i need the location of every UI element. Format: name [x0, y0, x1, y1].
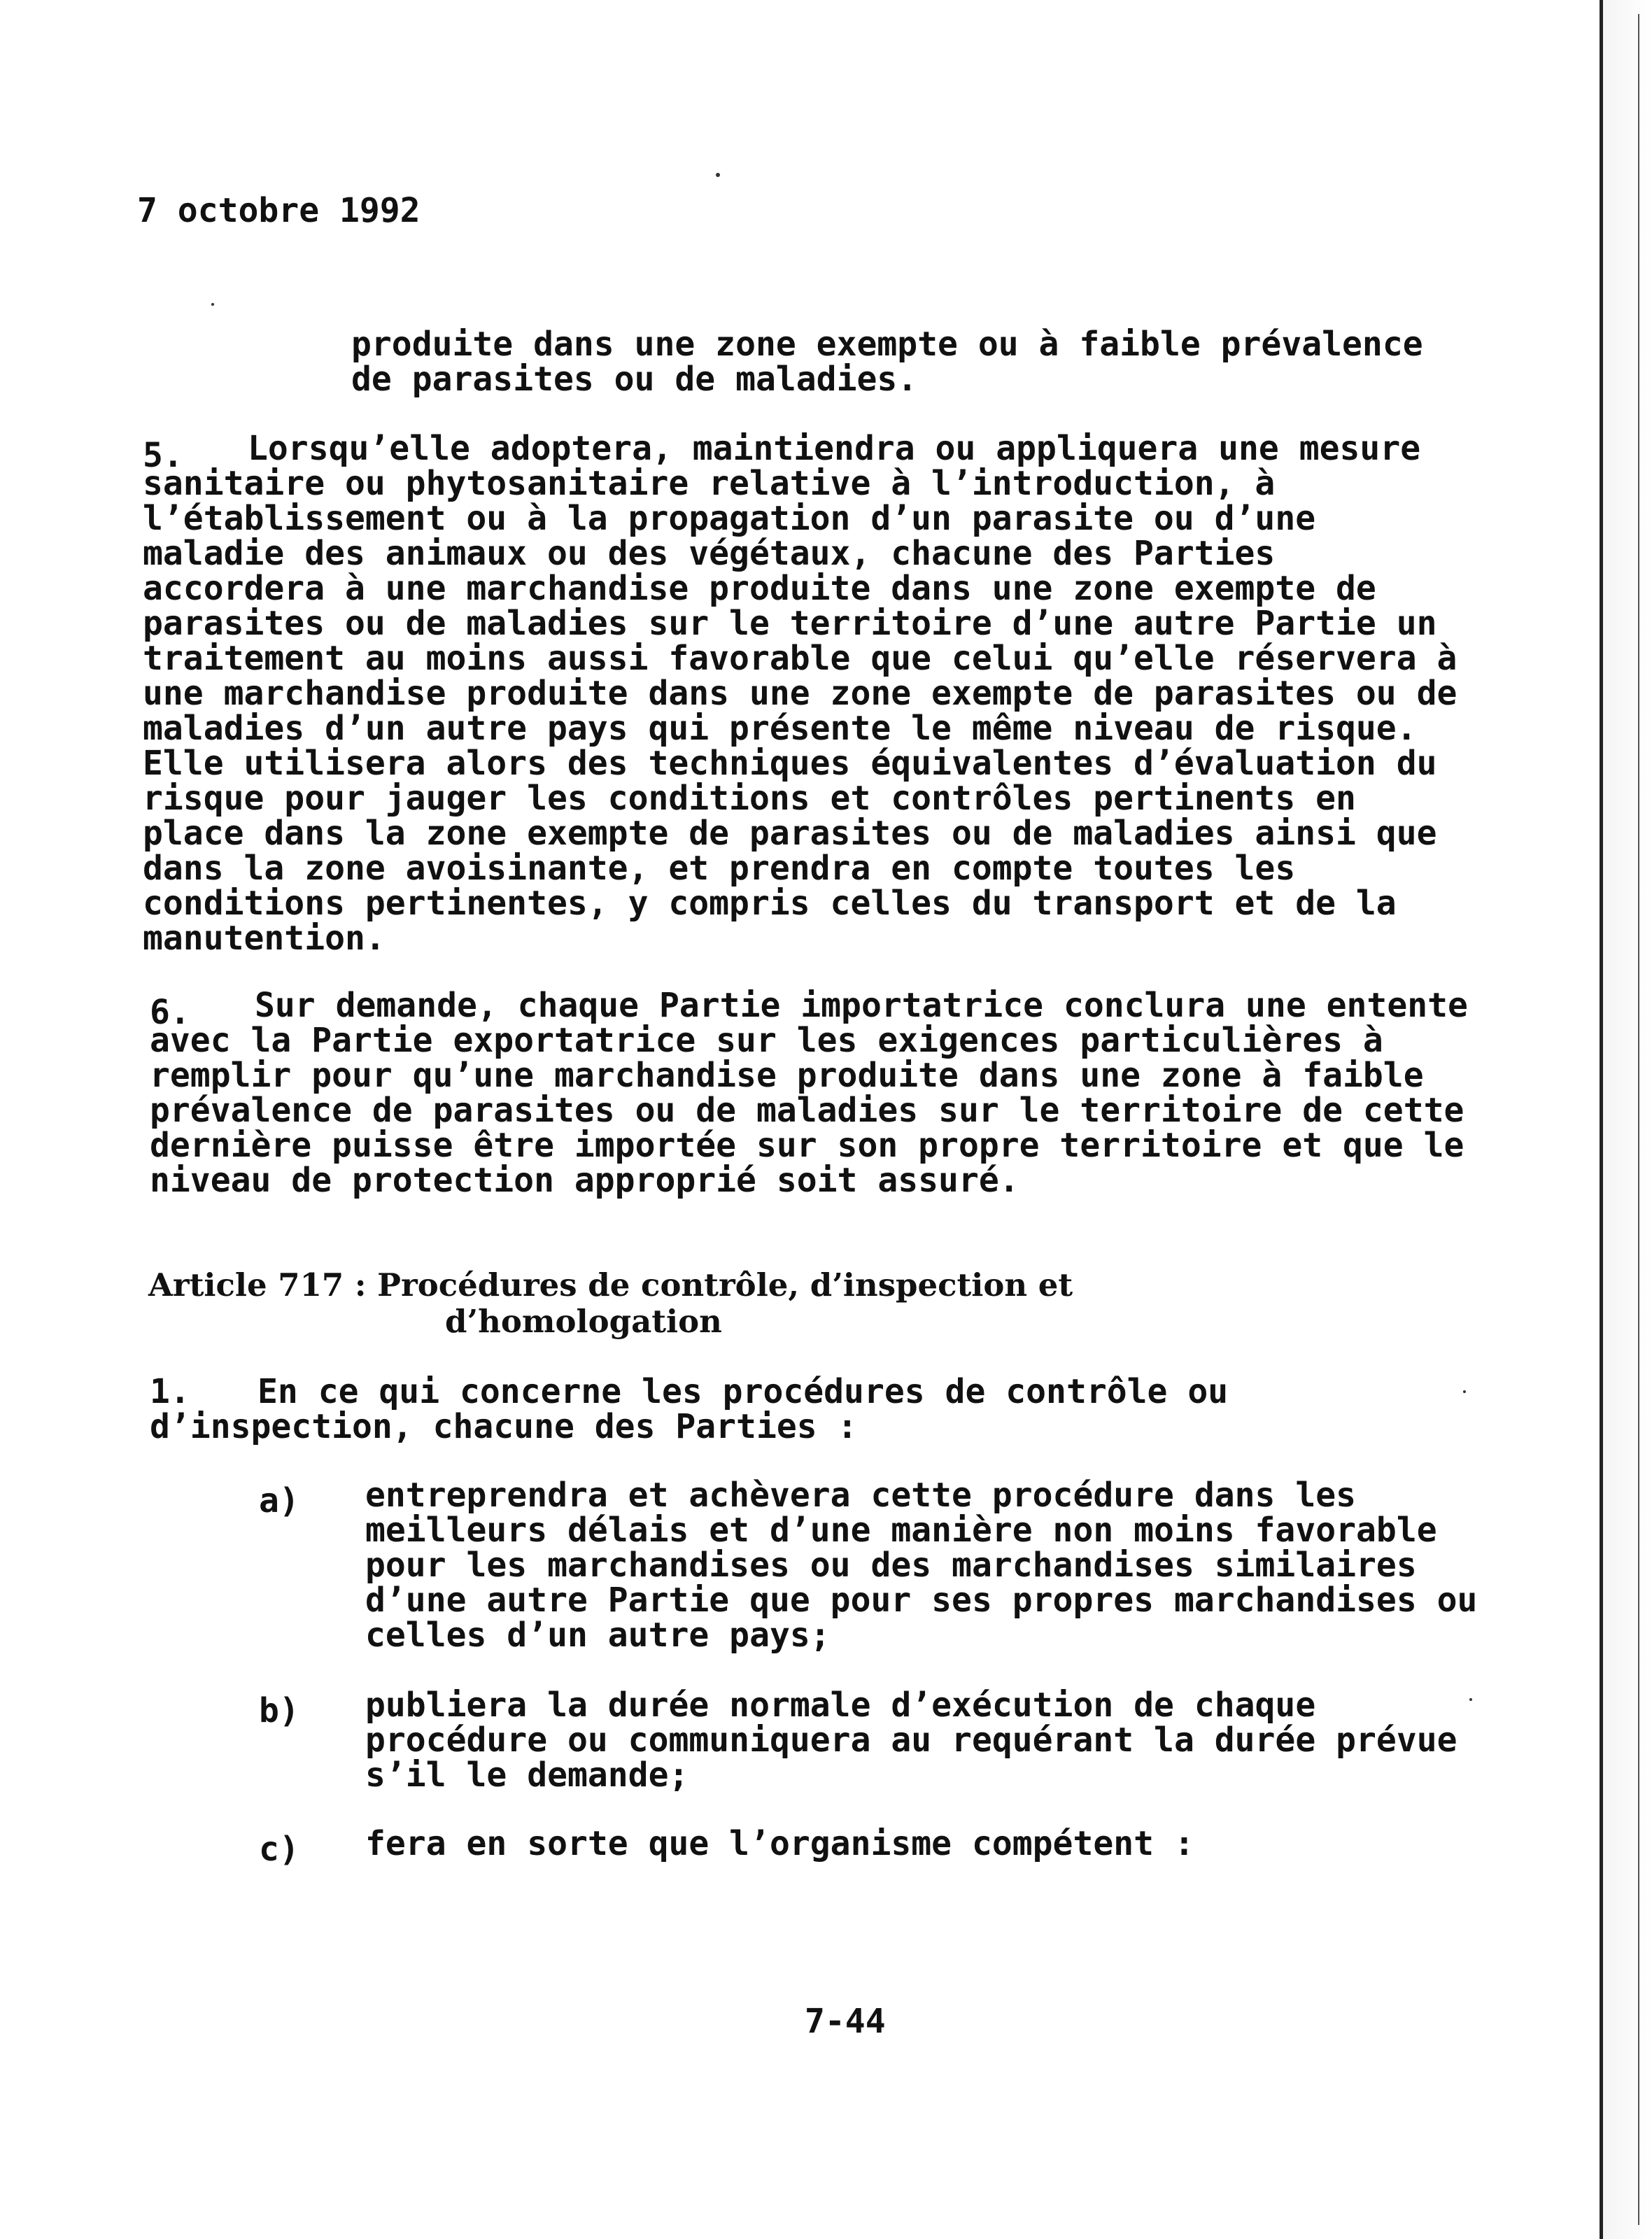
- scan-speck: [1463, 1390, 1466, 1393]
- paragraph-1-line: En ce qui concerne les procédures de contrôle ou: [257, 1372, 1229, 1411]
- continuation-line: de parasites ou de maladies.: [351, 360, 918, 399]
- scan-border-line: [1638, 14, 1644, 2225]
- paragraph-5-line: l’établissement ou à la propagation d’un parasite ou d’une: [143, 499, 1316, 538]
- paragraph-6-line: prévalence de parasites ou de maladies sur le territoire de cette: [150, 1091, 1464, 1130]
- paragraph-6-number: 6.: [150, 993, 190, 1032]
- paragraph-5-line: risque pour jauger les conditions et contrôles pertinents en: [143, 779, 1356, 818]
- scan-border: [1600, 0, 1652, 2239]
- item-a-line: pour les marchandises ou des marchandises similaires: [365, 1546, 1417, 1585]
- paragraph-5-line: maladies d’un autre pays qui présente le même niveau de risque.: [143, 709, 1417, 748]
- article-heading: Article 717 : Procédures de contrôle, d’inspection et: [148, 1266, 1073, 1304]
- item-a-line: celles d’un autre pays;: [365, 1616, 831, 1655]
- paragraph-5-line: place dans la zone exempte de parasites ou de maladies ainsi que: [143, 814, 1437, 853]
- paragraph-1-number: 1.: [150, 1372, 190, 1411]
- item-b-line: procédure ou communiquera au requérant la durée prévue: [365, 1721, 1457, 1760]
- document-date: 7 octobre 1992: [137, 191, 421, 230]
- paragraph-1-line: d’inspection, chacune des Parties :: [150, 1407, 858, 1446]
- paragraph-6-line: dernière puisse être importée sur son propre territoire et que le: [150, 1126, 1464, 1165]
- continuation-line: produite dans une zone exempte ou à faible prévalence: [351, 325, 1423, 364]
- paragraph-5-line: une marchandise produite dans une zone exempte de parasites ou de: [143, 674, 1457, 713]
- paragraph-5-line: Elle utilisera alors des techniques équivalentes d’évaluation du: [143, 744, 1437, 783]
- item-c-line: fera en sorte que l’organisme compétent :: [365, 1824, 1194, 1863]
- page-number: 7-44: [805, 2002, 886, 2041]
- paragraph-5-line: Lorsqu’elle adoptera, maintiendra ou appliquera une mesure: [248, 429, 1421, 468]
- paragraph-6-line: avec la Partie exportatrice sur les exigences particulières à: [150, 1021, 1383, 1060]
- paragraph-5-line: maladie des animaux ou des végétaux, chacune des Parties: [143, 534, 1276, 573]
- item-b-label: b): [259, 1691, 299, 1730]
- paragraph-6-line: remplir pour qu’une marchandise produite dans une zone à faible: [150, 1056, 1424, 1095]
- paragraph-5-line: conditions pertinentes, y compris celles du transport et de la: [143, 884, 1397, 923]
- item-a-label: a): [259, 1481, 299, 1520]
- paragraph-5-line: parasites ou de maladies sur le territoire d’une autre Partie un: [143, 604, 1437, 643]
- item-a-line: meilleurs délais et d’une manière non moins favorable: [365, 1511, 1437, 1550]
- item-b-line: publiera la durée normale d’exécution de chaque: [365, 1686, 1316, 1725]
- paragraph-5-line: sanitaire ou phytosanitaire relative à l’introduction, à: [143, 464, 1276, 503]
- paragraph-5-line: traitement au moins aussi favorable que celui qu’elle réservera à: [143, 639, 1457, 678]
- item-a-line: entreprendra et achèvera cette procédure dans les: [365, 1476, 1357, 1515]
- item-a-line: d’une autre Partie que pour ses propres marchandises ou: [365, 1581, 1478, 1620]
- paragraph-6-line: Sur demande, chaque Partie importatrice conclura une entente: [255, 986, 1468, 1025]
- paragraph-6-line: niveau de protection approprié soit assuré.: [150, 1161, 1019, 1200]
- paragraph-5-line: accordera à une marchandise produite dans une zone exempte de: [143, 569, 1376, 608]
- article-heading-continued: d’homologation: [445, 1303, 722, 1340]
- paragraph-5-line: manutention.: [143, 919, 386, 958]
- scan-speck: [211, 303, 214, 306]
- scan-speck: [1469, 1698, 1472, 1701]
- scan-speck: [716, 173, 720, 177]
- paragraph-5-line: dans la zone avoisinante, et prendra en compte toutes les: [143, 849, 1296, 888]
- item-c-label: c): [259, 1830, 299, 1869]
- paragraph-5-number: 5.: [143, 436, 183, 475]
- item-b-line: s’il le demande;: [365, 1756, 689, 1795]
